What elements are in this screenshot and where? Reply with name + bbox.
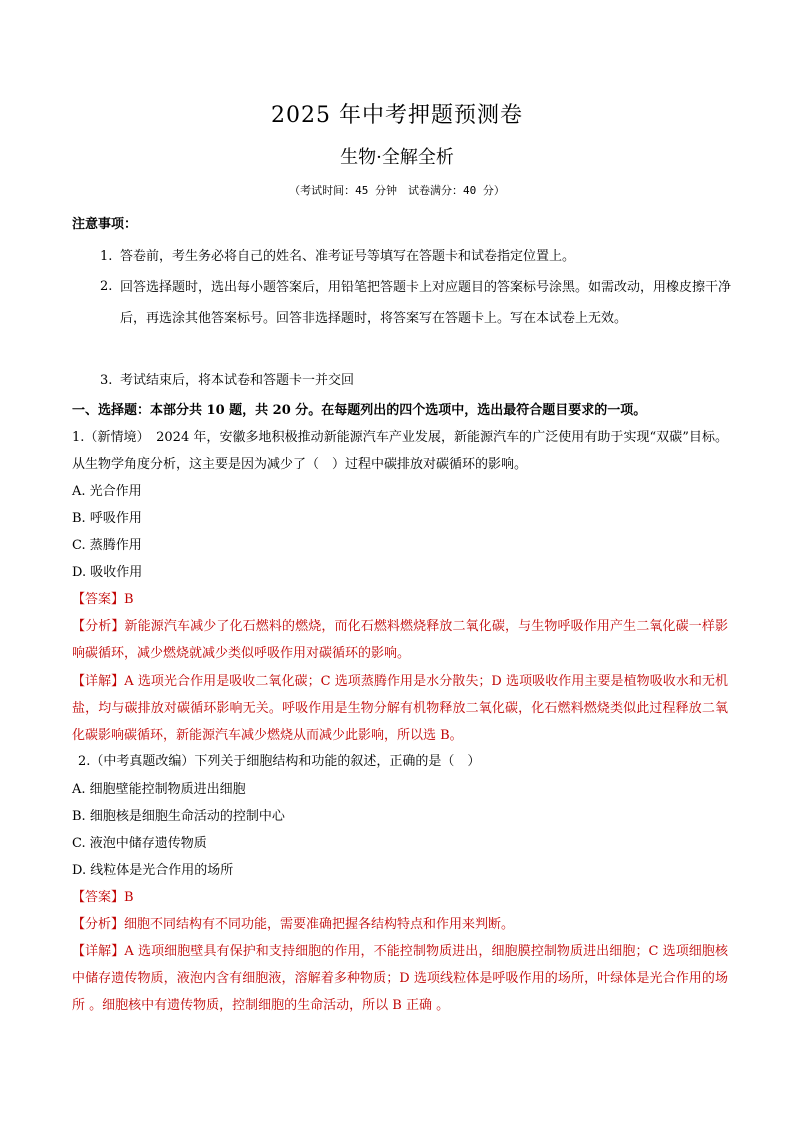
q1-option-a: A. 光合作用 — [72, 484, 142, 499]
q1-analysis — [72, 613, 728, 667]
notice-item-number: 2. — [100, 279, 113, 294]
answer-value: B — [124, 592, 134, 607]
q2-stem: 2.（中考真题改编）下列关于细胞结构和功能的叙述，正确的是（ ） — [78, 754, 481, 769]
analysis-text: 细胞不同结构有不同功能，需要准确把握各结构特点和作用来判断。 — [124, 917, 515, 932]
analysis-label: 【分析】 — [72, 619, 125, 634]
notice-item-2 — [72, 272, 732, 334]
q1-option-c: C. 蒸腾作用 — [72, 538, 142, 553]
exam-title: 2025 年中考押题预测卷 — [271, 103, 523, 128]
q1-option-b: B. 呼吸作用 — [72, 511, 142, 526]
q1-detail — [72, 668, 728, 749]
analysis-text: 新能源汽车减少了化石燃料的燃烧，而化石燃料燃烧释放二氧化碳，与生物呼吸作用产生二氧化碳一样影响碳循环，减少燃烧就减少类似呼吸作用对碳循环的影响。 — [72, 619, 728, 661]
notice-heading: 注意事项： — [72, 217, 138, 232]
analysis-label: 【分析】 — [72, 917, 125, 932]
exam-subtitle: 生物·全解全析 — [340, 147, 454, 168]
detail-label: 【详解】 — [72, 944, 125, 959]
detail-label: 【详解】 — [72, 674, 125, 689]
notice-item-number: 1. — [100, 249, 113, 264]
notice-item-3 — [72, 371, 732, 391]
section-1-heading: 一、选择题：本部分共 10 题，共 20 分。在每题列出的四个选项中，选出最符合题目要求的一项。 — [72, 403, 647, 418]
answer-value: B — [124, 890, 134, 905]
answer-label: 【答案】 — [72, 890, 125, 905]
detail-text: A 选项细胞壁具有保护和支持细胞的作用，不能控制物质进出，细胞膜控制物质进出细胞；C 选项细胞核中储存遗传物质，液泡内含有细胞液，溶解着多种物质；D 选项线粒体是呼吸作用的场所，叶绿体是光合作用的场所 。细胞核中有遗传物质，控制细胞的生命活动，所以 B 正确 。 — [72, 944, 728, 1013]
notice-item-text: 答卷前，考生务必将自己的姓名、准考证号等填写在答题卡和试卷指定位置上。 — [120, 249, 576, 264]
answer-label: 【答案】 — [72, 592, 125, 607]
detail-text: A 选项光合作用是吸收二氧化碳；C 选项蒸腾作用是水分散失；D 选项吸收作用主要是植物吸收水和无机盐，均与碳排放对碳循环影响无关。呼吸作用是生物分解有机物释放二氧化碳，化石燃料燃烧类似此过程释放二氧化碳影响碳循环，新能源汽车减少燃烧从而减少此影响，所以选 B。 — [72, 674, 728, 743]
q2-option-d: D. 线粒体是光合作用的场所 — [72, 863, 234, 878]
q1-stem: 1.（新情境） 2024 年，安徽多地积极推动新能源汽车产业发展，新能源汽车的广泛使用有助于实现“双碳”目标。从生物学角度分析，这主要是因为减少了（ ）过程中碳排放对碳循环的影响。 — [72, 430, 728, 472]
notice-item-1 — [72, 247, 732, 267]
notice-item-text: 考试结束后，将本试卷和答题卡一并交回 — [120, 373, 355, 388]
q2-detail — [72, 938, 728, 1019]
q1-answer — [72, 590, 728, 610]
notice-item-text: 回答选择题时，选出每小题答案后，用铅笔把答题卡上对应题目的答案标号涂黑。如需改动，用橡皮擦干净后，再选涂其他答案标号。回答非选择题时，将答案写在答题卡上。写在本试卷上无效。 — [120, 280, 732, 326]
q1-option-d: D. 吸收作用 — [72, 565, 143, 580]
notice-item-number: 3. — [100, 373, 113, 388]
q2-analysis — [72, 915, 728, 935]
q2-answer — [72, 888, 728, 908]
q2-option-a: A. 细胞壁能控制物质进出细胞 — [72, 782, 246, 797]
q2-option-c: C. 液泡中储存遗传物质 — [72, 836, 207, 851]
time-info: （考试时间：45 分钟 试卷满分：40 分） — [289, 184, 505, 197]
q2-option-b: B. 细胞核是细胞生命活动的控制中心 — [72, 809, 285, 824]
